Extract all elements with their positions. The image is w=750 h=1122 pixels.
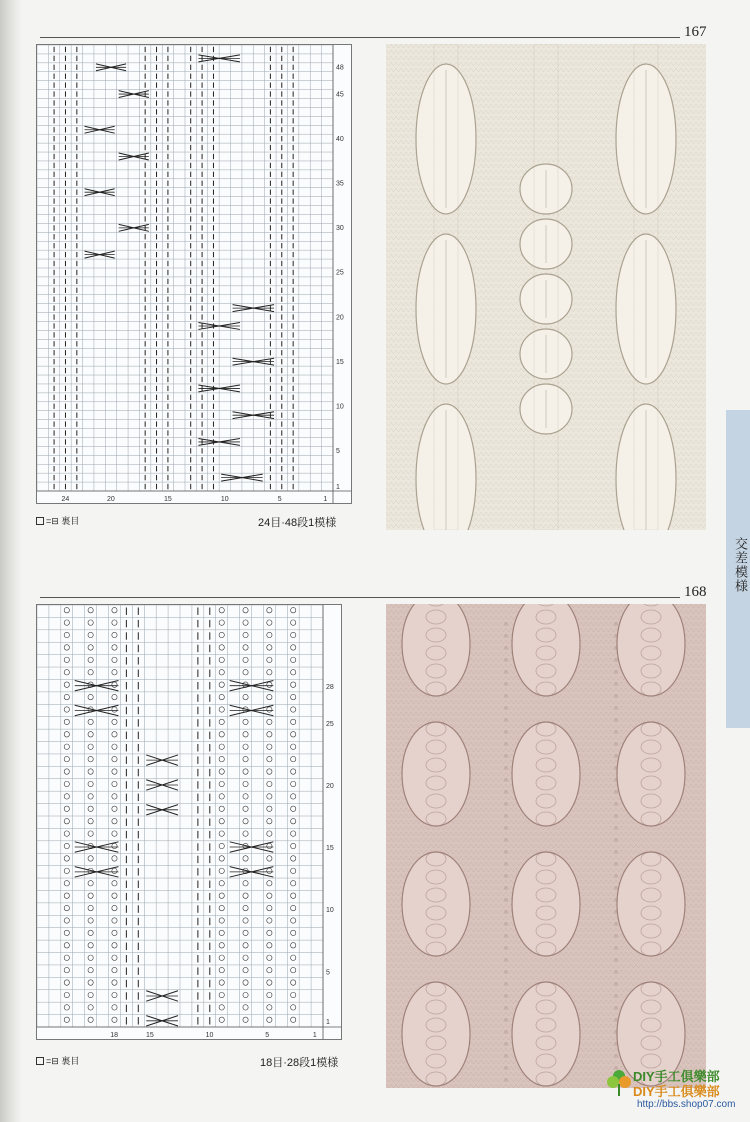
clover-logo-icon [607,1068,631,1096]
pattern-168-chart [36,604,342,1040]
row-number-label: 25 [336,269,344,277]
pattern-167-legend [36,514,79,527]
pattern-167-header-rule [40,37,680,38]
row-number-label: 5 [336,448,340,456]
pattern-168-header-rule [40,597,680,598]
row-number-label: 28 [326,683,334,691]
site-watermark [607,1066,747,1116]
column-number-label: 24 [61,496,70,503]
column-number-label: 10 [205,1032,214,1039]
column-number-label: 1 [312,1032,317,1039]
book-spine-shadow [0,0,22,1122]
row-number-label: 10 [326,907,334,915]
watermark-subtitle: DIY手工俱樂部 [633,1084,720,1099]
column-number-label: 10 [220,496,229,503]
column-number-label: 15 [146,1032,154,1039]
pattern-168-legend [36,1054,79,1067]
pattern-168-number: 168 [684,584,707,600]
column-number-label: 5 [277,496,282,503]
row-number-label: 40 [336,135,344,143]
pattern-167-number: 167 [684,24,707,40]
row-number-label: 15 [326,845,334,853]
watermark-title: DIY手工俱樂部 [633,1069,720,1084]
row-number-label: 15 [336,358,344,366]
pattern-168-swatch-photo [386,604,706,1088]
row-number-label: 30 [336,225,344,233]
column-number-label: 20 [107,496,115,503]
column-number-label: 15 [163,496,172,503]
pattern-168-chart-grid [37,605,341,1039]
row-number-label: 5 [326,969,330,977]
row-number-label: 20 [336,314,344,322]
row-number-label: 10 [336,403,344,411]
pattern-167-chart [36,44,352,504]
legend-text: =⊟ 裏目 [46,1056,80,1066]
pattern-167-swatch-photo [386,44,706,530]
pattern-167-chart-grid [37,45,351,503]
row-number-label: 48 [336,64,344,72]
row-number-label: 20 [326,783,334,791]
row-number-label: 35 [336,180,344,188]
knit-symbol-icon [36,517,44,525]
row-number-label: 1 [336,483,340,491]
column-number-label: 18 [110,1032,119,1039]
legend-text: =⊟ 裏目 [46,516,80,526]
section-side-tab[interactable] [726,410,750,728]
knit-symbol-icon [36,1057,44,1065]
side-tab-label: 交差模様 [733,537,748,593]
pattern-168-repeat-label: 18目·28段1模様 [260,1057,339,1069]
column-number-label: 1 [323,496,328,503]
row-number-label: 1 [326,1018,330,1026]
row-number-label: 45 [336,91,344,99]
pattern-167-repeat-label: 24目·48段1模様 [258,517,337,529]
row-number-label: 25 [326,721,334,729]
watermark-url: http://bbs.shop07.com [637,1099,736,1110]
column-number-label: 5 [265,1032,270,1039]
